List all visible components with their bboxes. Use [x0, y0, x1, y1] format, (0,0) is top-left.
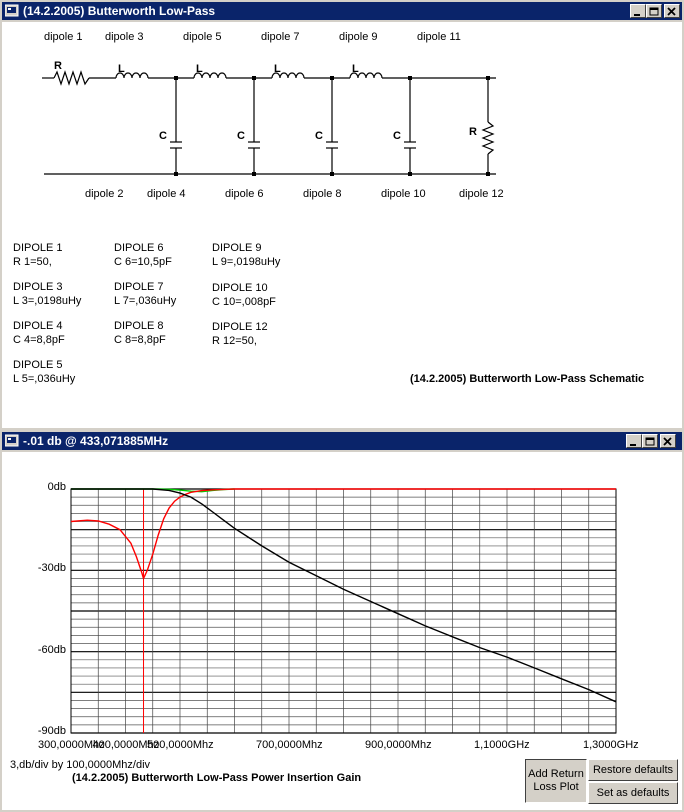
component-name: DIPOLE 9 [212, 242, 262, 254]
restore-defaults-button[interactable] [588, 759, 678, 781]
component-value: L 9=,0198uHy [212, 256, 281, 268]
button-label: Set as defaults [596, 787, 670, 799]
x-tick-label: 300,0000Mhz [38, 739, 105, 751]
plot-canvas [2, 452, 682, 810]
resistor-letter: R [54, 60, 62, 72]
capacitor-letter: C [393, 130, 401, 142]
x-tick-label: 900,0000Mhz [365, 739, 432, 751]
window-title: -.01 db @ 433,071885MHz [23, 434, 169, 448]
dipole-label: dipole 11 [417, 31, 461, 43]
dipole-label: dipole 7 [261, 31, 300, 43]
x-tick-label: 400,0000Mhz [92, 739, 160, 751]
component-value: C 8=8,8pF [114, 334, 166, 346]
dipole-label: dipole 3 [105, 31, 144, 43]
dipole-label: dipole 10 [381, 188, 426, 200]
add-return-loss-plot-button[interactable] [525, 759, 587, 803]
close-button[interactable] [660, 434, 676, 448]
component-value: L 5=,036uHy [13, 373, 76, 385]
component-name: DIPOLE 7 [114, 281, 164, 293]
component-value: C 4=8,8pF [13, 334, 65, 346]
component-name: DIPOLE 12 [212, 321, 268, 333]
component-name: DIPOLE 1 [13, 242, 63, 254]
x-tick-label: 500,0000Mhz [147, 739, 214, 751]
close-icon [661, 436, 675, 448]
component-value: R 12=50, [212, 335, 257, 347]
minimize-icon [627, 436, 641, 448]
plot-window [0, 430, 684, 812]
inductor-letter: L [274, 63, 281, 75]
component-value: C 6=10,5pF [114, 256, 172, 268]
schematic-canvas [2, 22, 682, 428]
dipole-label: dipole 2 [85, 188, 124, 200]
component-value: L 7=,036uHy [114, 295, 177, 307]
schematic-titlebar[interactable] [2, 2, 682, 20]
scale-text: 3,db/div by 100,0000Mhz/div [10, 759, 151, 771]
maximize-button[interactable] [642, 434, 658, 448]
dipole-label: dipole 1 [44, 31, 83, 43]
app-icon [5, 434, 19, 447]
resistor-letter: R [469, 126, 477, 138]
plot-caption: (14.2.2005) Butterworth Low-Pass Power Insertion Gain [72, 772, 362, 784]
minimize-icon [631, 6, 645, 18]
plot-titlebar[interactable] [2, 432, 682, 450]
inductor-letter: L [196, 63, 203, 75]
dipole-label: dipole 4 [147, 188, 186, 200]
component-name: DIPOLE 3 [13, 281, 63, 293]
maximize-icon [643, 436, 657, 448]
inductor-letter: L [118, 63, 125, 75]
inductor-letter: L [352, 63, 359, 75]
y-tick-label: -60db [37, 643, 66, 656]
component-name: DIPOLE 6 [114, 242, 164, 254]
component-value: L 3=,0198uHy [13, 295, 82, 307]
capacitor-letter: C [315, 130, 323, 142]
minimize-button[interactable] [626, 434, 642, 448]
dipole-label: dipole 12 [459, 188, 504, 200]
dipole-label: dipole 8 [303, 188, 342, 200]
component-value: R 1=50, [13, 256, 52, 268]
component-name: DIPOLE 10 [212, 282, 268, 294]
set-as-defaults-button[interactable] [588, 782, 678, 804]
maximize-button[interactable] [646, 4, 662, 18]
x-tick-label: 1,3000GHz [583, 739, 639, 751]
x-tick-label: 1,1000GHz [474, 739, 530, 751]
minimize-button[interactable] [630, 4, 646, 18]
dipole-label: dipole 5 [183, 31, 222, 43]
component-name: DIPOLE 4 [13, 320, 63, 332]
y-tick-label: -30db [37, 562, 66, 575]
schematic-caption: (14.2.2005) Butterworth Low-Pass Schematic [410, 373, 645, 385]
button-label: Restore defaults [592, 764, 674, 776]
capacitor-letter: C [159, 130, 167, 142]
close-button[interactable] [664, 4, 680, 18]
component-name: DIPOLE 8 [114, 320, 164, 332]
dipole-label: dipole 6 [225, 188, 264, 200]
component-name: DIPOLE 5 [13, 359, 63, 371]
capacitor-letter: C [237, 130, 245, 142]
app-icon [5, 4, 19, 17]
schematic-diagram [2, 22, 682, 192]
maximize-icon [647, 6, 661, 18]
window-title: (14.2.2005) Butterworth Low-Pass [23, 4, 216, 18]
y-tick-label: 0db [47, 481, 66, 493]
x-tick-label: 700,0000Mhz [256, 739, 323, 751]
y-tick-label: -90db [37, 725, 66, 737]
dipole-label: dipole 9 [339, 31, 378, 43]
component-value: C 10=,008pF [212, 296, 276, 308]
close-icon [665, 6, 679, 18]
insertion-gain-plot [2, 452, 682, 762]
button-label: Add Return Loss Plot [528, 768, 584, 793]
